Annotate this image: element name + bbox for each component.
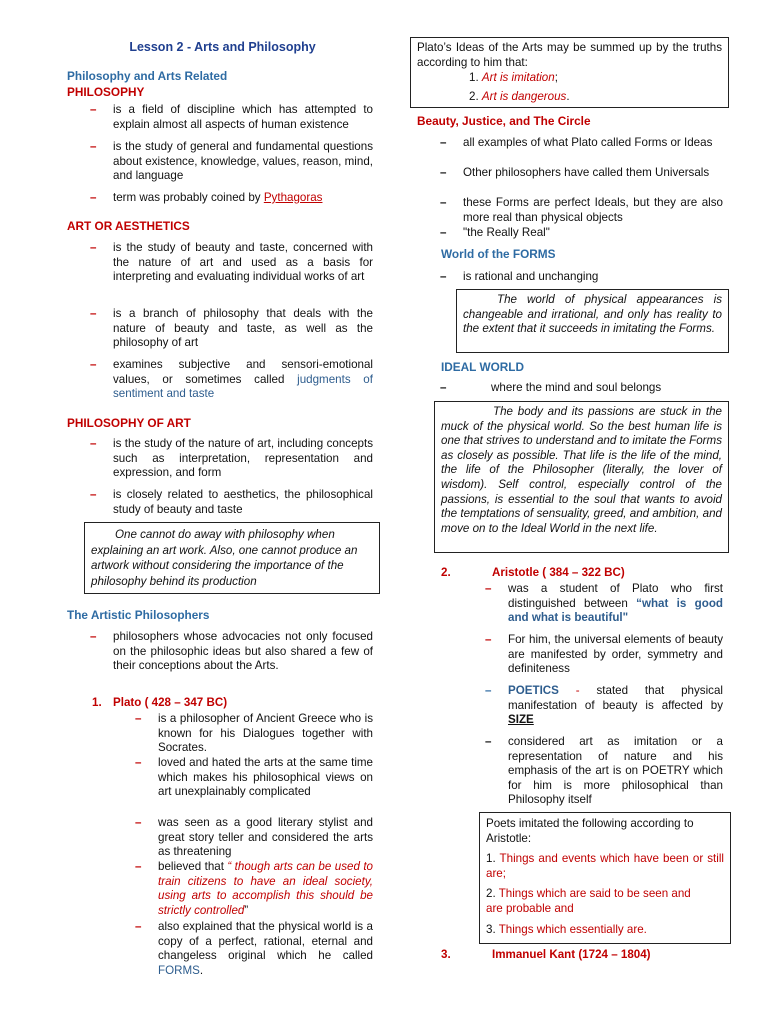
pythagoras-link[interactable]: Pythagoras [263,191,323,204]
section-heading-world-forms: World of the FORMS [441,247,556,261]
aristotle-title: Aristotle ( 384 – 322 BC) [492,566,625,579]
page-title: Lesson 2 - Arts and Philosophy [129,40,316,54]
section-heading-philosophy-arts: Philosophy and Arts Related [67,69,228,83]
kant-number: 3. [441,948,451,961]
good-beautiful-quote: “what is good and what is beautiful" [508,596,723,625]
plato-number: 1. [92,696,102,709]
kant-title: Immanuel Kant (1724 – 1804) [492,948,651,961]
ideal-world-box: The body and its passions are stuck in the muck of the physical world. So the best human life is one that strives to understand and to imitate the Forms as closely as possible. That life is the life of the mind, the life of the Philosopher (literally, the lover of wisdom). Self control, especially control of the passions, is essential to the soul that wants to avoid the temptations of sensuality, greed, and ambition, and move on to the Ideal World in the next life. [434,401,729,553]
section-heading-art: ART OR AESTHETICS [67,219,190,233]
section-heading-ideal-world: IDEAL WORLD [441,360,525,374]
poetics-label: POETICS [508,684,559,697]
philosophy-quote-box: One cannot do away with philosophy when explaining an art work. Also, one cannot produce an artwork without considering the importance of the philosophy behind its production [84,522,380,594]
world-forms-box: The world of physical appearances is changeable and irrational, and only has reality to the extent that it succeeds in imitating the Forms. [456,289,729,353]
judgments-highlight: judgments of sentiment and taste [113,372,373,401]
aristotle-number: 2. [441,566,451,579]
plato-ideas-box: Plato’s Ideas of the Arts may be summed up by the truths according to him that: 1. Art is imitation; 2. Art is dangerous. [410,37,729,108]
art-is-imitation: Art is imitation [481,71,555,85]
plato-title: Plato ( 428 – 347 BC) [113,696,228,709]
plato-belief-quote: “ though arts can be used to train citizens to have an ideal society, using arts to accomplish this should be strictly controlled [158,860,373,917]
art-is-dangerous: Art is dangerous [481,90,567,104]
section-heading-artistic-philosophers: The Artistic Philosophers [67,608,210,622]
poets-imitated-box: Poets imitated the following according to Aristotle: 1. Things and events which have been or still are; 2. Things which are said to be seen and are probable and 3. Things which essentially are. [479,812,731,944]
size-emphasis: SIZE [508,713,534,727]
forms-highlight: FORMS [158,963,200,977]
section-heading-philosophy: PHILOSOPHY [67,85,145,99]
section-heading-philosophy-of-art: PHILOSOPHY OF ART [67,416,191,430]
section-heading-beauty-justice: Beauty, Justice, and The Circle [417,114,591,128]
